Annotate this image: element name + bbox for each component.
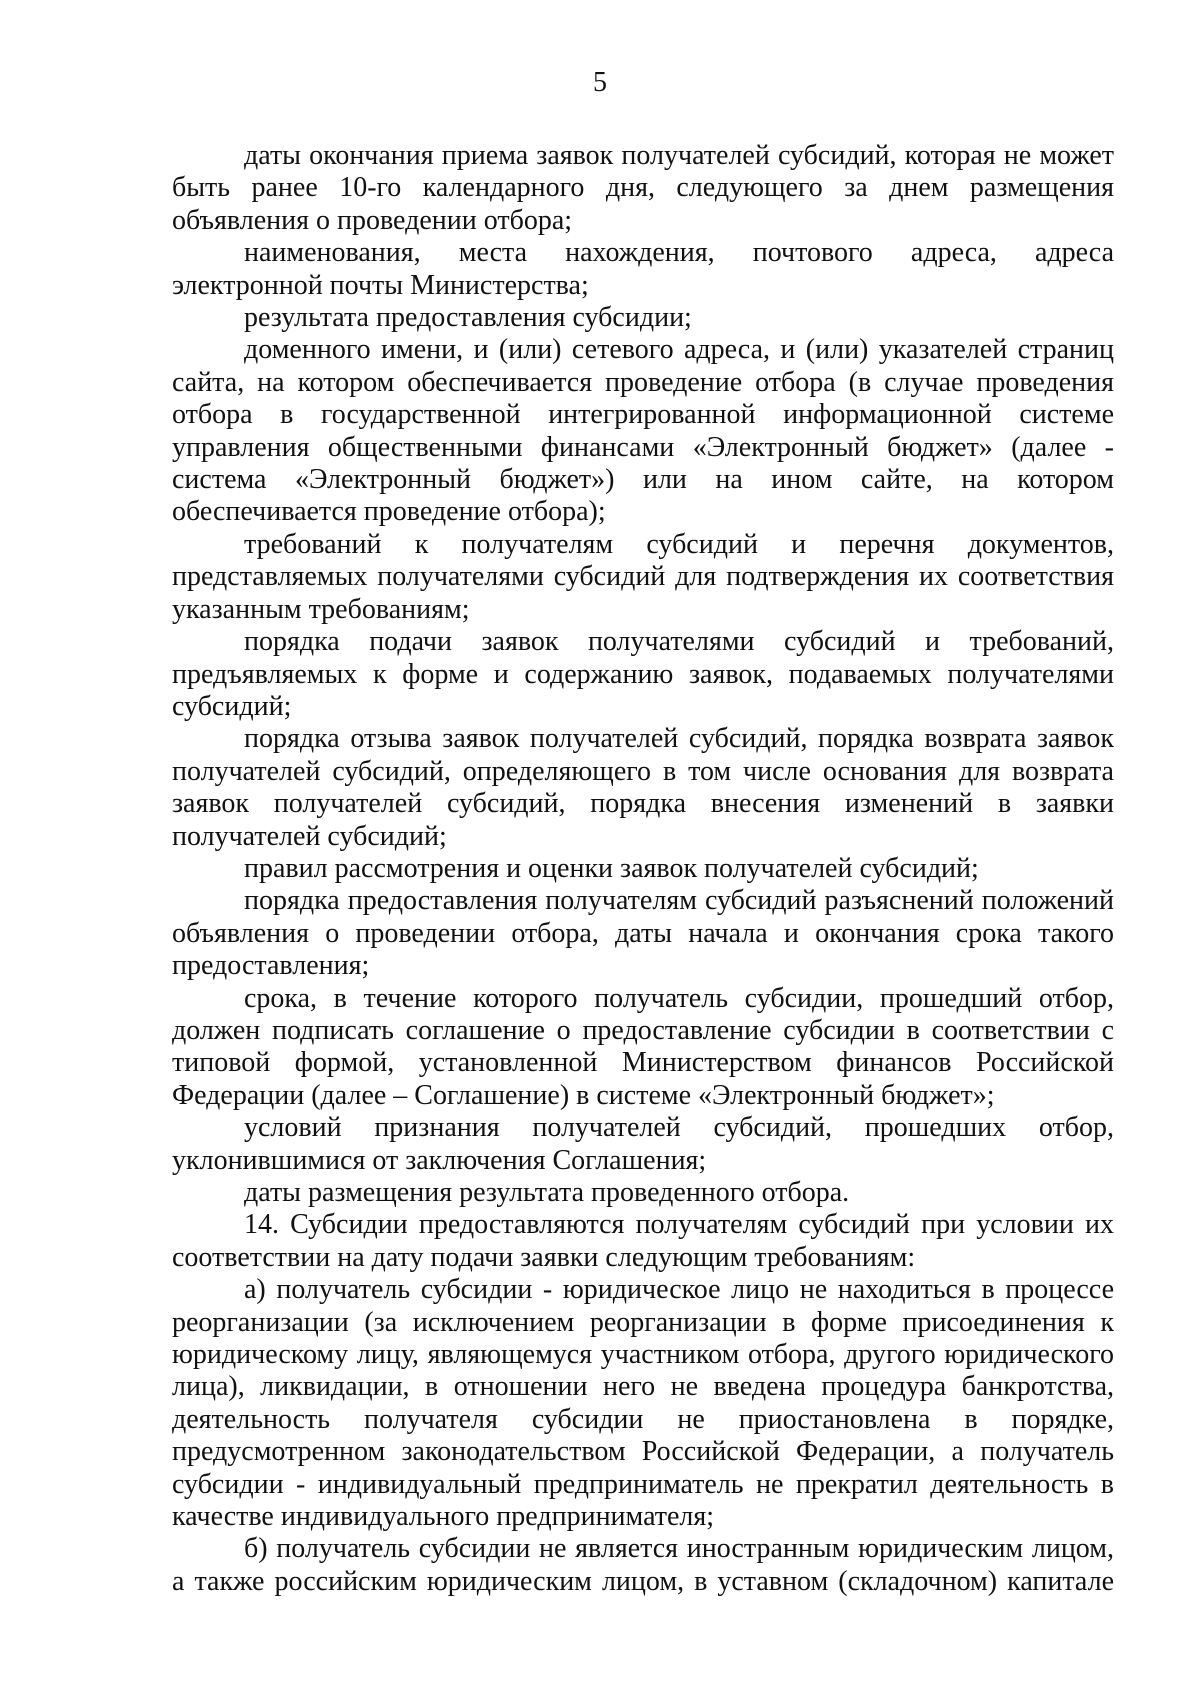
- paragraph-subsidy-result: результата предоставления субсидии;: [244, 302, 692, 334]
- paragraph-review-rules: правил рассмотрения и оценки заявок получателей субсидий;: [244, 852, 979, 884]
- paragraph-application-procedure: порядка подачи заявок получателями субсидий и требований, предъявляемых к форме и содержанию заявок, подаваемых получателями субсидий;: [172, 626, 1114, 722]
- paragraph-recipient-requirements: требований к получателям субсидий и перечня документов, представляемых получателями субсидий для подтверждения их соответствия указанным требованиям;: [172, 528, 1114, 625]
- paragraph-section-14: 14. Субсидии предоставляются получателям субсидий при условии их соответствии на дату подачи заявки следующим требованиям:: [172, 1209, 1114, 1273]
- paragraph-agreement-term: срока, в течение которого получатель субсидии, прошедший отбор, должен подписать соглашение о предоставление субсидии в соответствии с типовой формой, установленной Министерством финансов Российской Федерации (далее – Соглашение) в системе «Электронный бюджет»;: [172, 982, 1114, 1111]
- paragraph-clarifications: порядка предоставления получателям субсидий разъяснений положений объявления о проведении отбора, даты начала и окончания срока такого предоставления;: [172, 885, 1114, 982]
- paragraph-announcement-deadline: даты окончания приема заявок получателей субсидий, которая не может быть ранее 10-го календарного дня, следующего за днем размещения объявления о проведении отбора;: [172, 140, 1114, 236]
- paragraph-item-a: а) получатель субсидии - юридическое лицо не находиться в процессе реорганизации (за исключением реорганизации в форме присоединения к юридическому лицу, являющемуся участником отбора, другого юридического лица), ликвидации, в отношении него не введена процедура банкротства, деятельность получателя субсидии не приостановлена в порядке, предусмотренном законодательством Российской Федерации, а получатель субсидии - индивидуальный предприниматель не прекратил деятельность в качестве индивидуального предпринимателя;: [172, 1274, 1114, 1533]
- paragraph-item-b: б) получатель субсидии не является иностранным юридическим лицом, а также российским юридическим лицом, в уставном (складочном) капитале: [172, 1533, 1114, 1597]
- paragraph-results-date: даты размещения результата проведенного отбора.: [244, 1177, 850, 1208]
- paragraph-evasion-conditions: условий признания получателей субсидий, прошедших отбор, уклонившимися от заключения Соглашения;: [172, 1112, 1114, 1176]
- page-number: 5: [593, 67, 607, 98]
- paragraph-ministry-address: наименования, места нахождения, почтового адреса, адреса электронной почты Министерства;: [172, 237, 1114, 301]
- paragraph-application-withdrawal: порядка отзыва заявок получателей субсидий, порядка возврата заявок получателей субсидий, определяющего в том числе основания для возврата заявок получателей субсидий, порядка внесения изменений в заявки получателей субсидий;: [172, 723, 1114, 852]
- document-body: [172, 140, 1114, 1598]
- paragraph-domain-name: доменного имени, и (или) сетевого адреса, и (или) указателей страниц сайта, на котором обеспечивается проведение отбора (в случае проведения отбора в государственной интегрированной информационной системе управления общественными финансами «Электронный бюджет» (далее - система «Электронный бюджет») или на ином сайте, на котором обеспечивается проведение отбора);: [172, 334, 1114, 528]
